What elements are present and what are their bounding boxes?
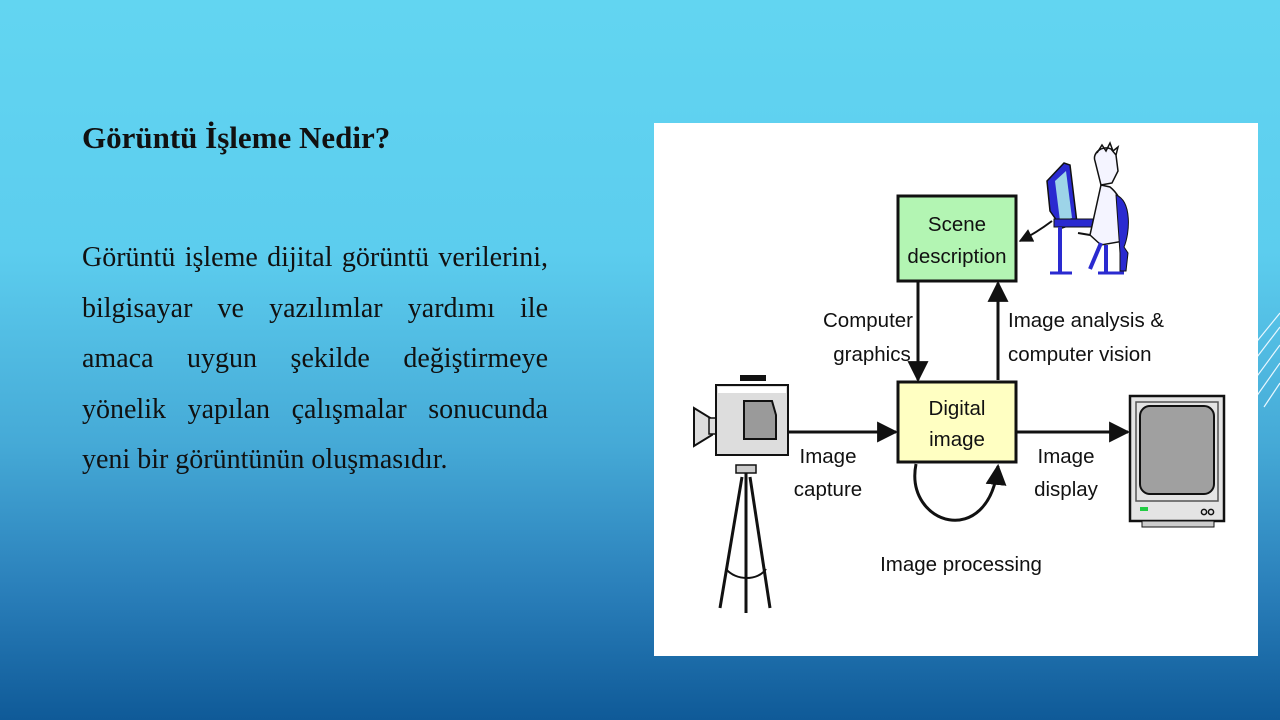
digital-label-line2: image (929, 428, 985, 451)
digital-label-line1: Digital (928, 397, 986, 420)
slide-body-text: Görüntü işleme dijital görüntü verilerini, bilgisayar ve yazılımlar yardımı ile amaca uygun şekilde değiştirmeye yönelik yapılan çalışmalar sonucunda yeni bir görüntünün oluşmasıdır. (82, 242, 548, 475)
image-processing-loop-arrow (915, 464, 998, 520)
image-processing-label: Image processing (880, 553, 1042, 576)
image-processing-diagram (654, 123, 1258, 656)
person-at-computer-icon (1020, 143, 1128, 273)
image-capture-label-line2: capture (793, 478, 863, 501)
image-analysis-label-line2: computer vision (1008, 343, 1152, 366)
scene-label-line2: description (907, 245, 1007, 268)
computer-graphics-label-line2: graphics (833, 343, 911, 366)
scene-label-line1: Scene (927, 213, 987, 236)
monitor-icon (1130, 396, 1224, 527)
image-analysis-label-line1: Image analysis & (1008, 309, 1165, 332)
scene-description-box (898, 196, 1016, 281)
digital-image-box (898, 382, 1016, 462)
computer-graphics-label-line1: Computer (822, 309, 914, 332)
slide-title: Görüntü İşleme Nedir? (82, 120, 391, 155)
video-camera-icon (694, 375, 788, 613)
image-display-label-line2: display (1034, 478, 1098, 501)
image-display-label-line1: Image (1037, 445, 1095, 468)
image-capture-label-line1: Image (799, 445, 857, 468)
